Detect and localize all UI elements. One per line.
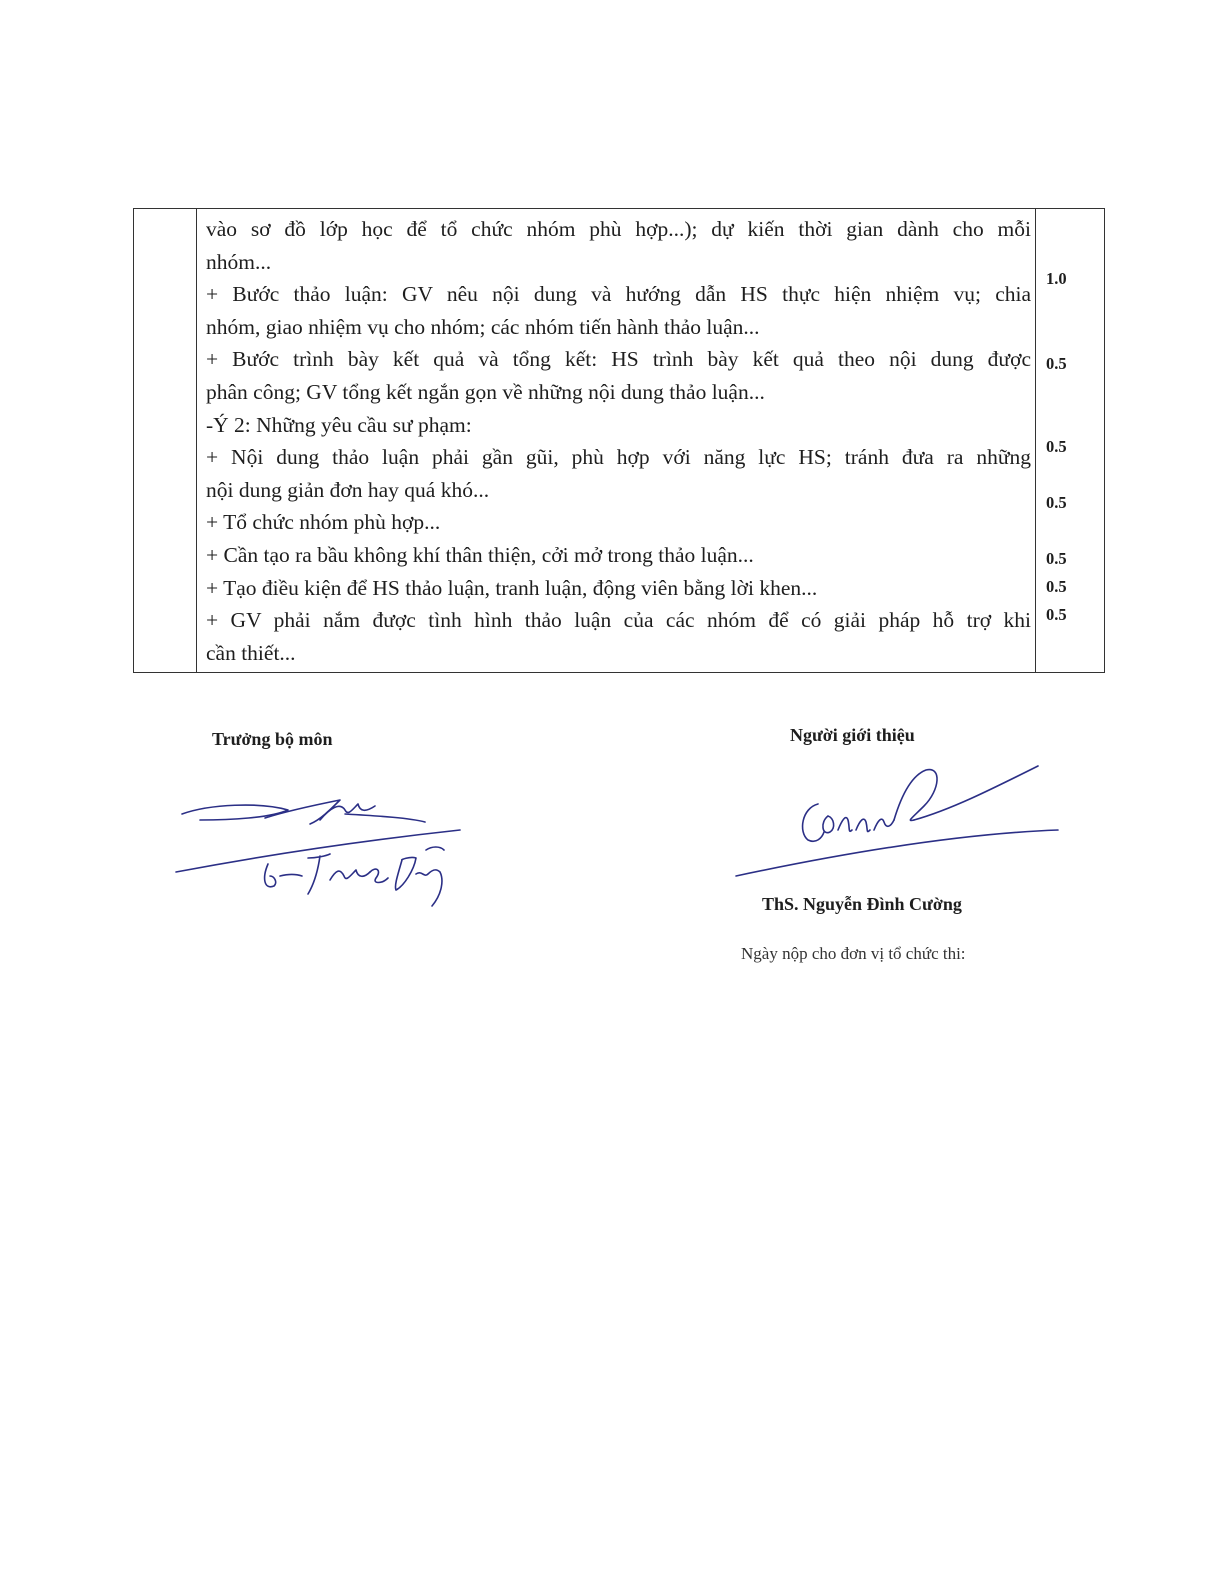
rubric-line: nội dung giản đơn hay quá khó... [206, 477, 490, 502]
score-value: 0.5 [1046, 549, 1067, 568]
department-head-signature [170, 790, 490, 910]
column-divider [1035, 209, 1036, 672]
rubric-line: + Cần tạo ra bầu không khí thân thiện, cởi mở trong thảo luận... [206, 542, 754, 567]
column-divider [196, 209, 197, 672]
introducer-signature [730, 760, 1060, 880]
rubric-line: + Tạo điều kiện để HS thảo luận, tranh luận, động viên bằng lời khen... [206, 575, 818, 600]
rubric-line: + Tổ chức nhóm phù hợp... [206, 510, 441, 535]
score-value: 0.5 [1046, 437, 1067, 456]
rubric-line: + GV phải nắm được tình hình thảo luận của các nhóm để có giải pháp hỗ trợ khi [206, 608, 1031, 633]
rubric-line: nhóm... [206, 249, 272, 274]
rubric-line: -Ý 2: Những yêu cầu sư phạm: [206, 412, 472, 437]
rubric-table [133, 208, 1105, 673]
score-value: 0.5 [1046, 605, 1067, 624]
introducer-name: ThS. Nguyễn Đình Cường [762, 894, 962, 914]
rubric-content [206, 213, 1031, 669]
rubric-line: + Bước trình bày kết quả và tổng kết: HS trình bày kết quả theo nội dung được [206, 347, 1031, 372]
rubric-line: phân công; GV tổng kết ngắn gọn về những nội dung thảo luận... [206, 379, 765, 404]
rubric-line: + Bước thảo luận: GV nêu nội dung và hướng dẫn HS thực hiện nhiệm vụ; chia [206, 282, 1031, 307]
score-value: 1.0 [1046, 269, 1067, 288]
rubric-line: vào sơ đồ lớp học để tổ chức nhóm phù hợp...); dự kiến thời gian dành cho mỗi [206, 217, 1031, 241]
score-value: 0.5 [1046, 493, 1067, 512]
score-value: 0.5 [1046, 577, 1067, 596]
score-value: 0.5 [1046, 354, 1067, 373]
rubric-line: nhóm, giao nhiệm vụ cho nhóm; các nhóm tiến hành thảo luận... [206, 314, 760, 339]
rubric-line: cần thiết... [206, 640, 296, 665]
department-head-title: Trưởng bộ môn [212, 729, 333, 749]
introducer-title: Người giới thiệu [790, 725, 915, 745]
submission-date-note: Ngày nộp cho đơn vị tổ chức thi: [741, 944, 966, 963]
rubric-line: + Nội dung thảo luận phải gần gũi, phù hợp với năng lực HS; tránh đưa ra những [206, 445, 1031, 470]
